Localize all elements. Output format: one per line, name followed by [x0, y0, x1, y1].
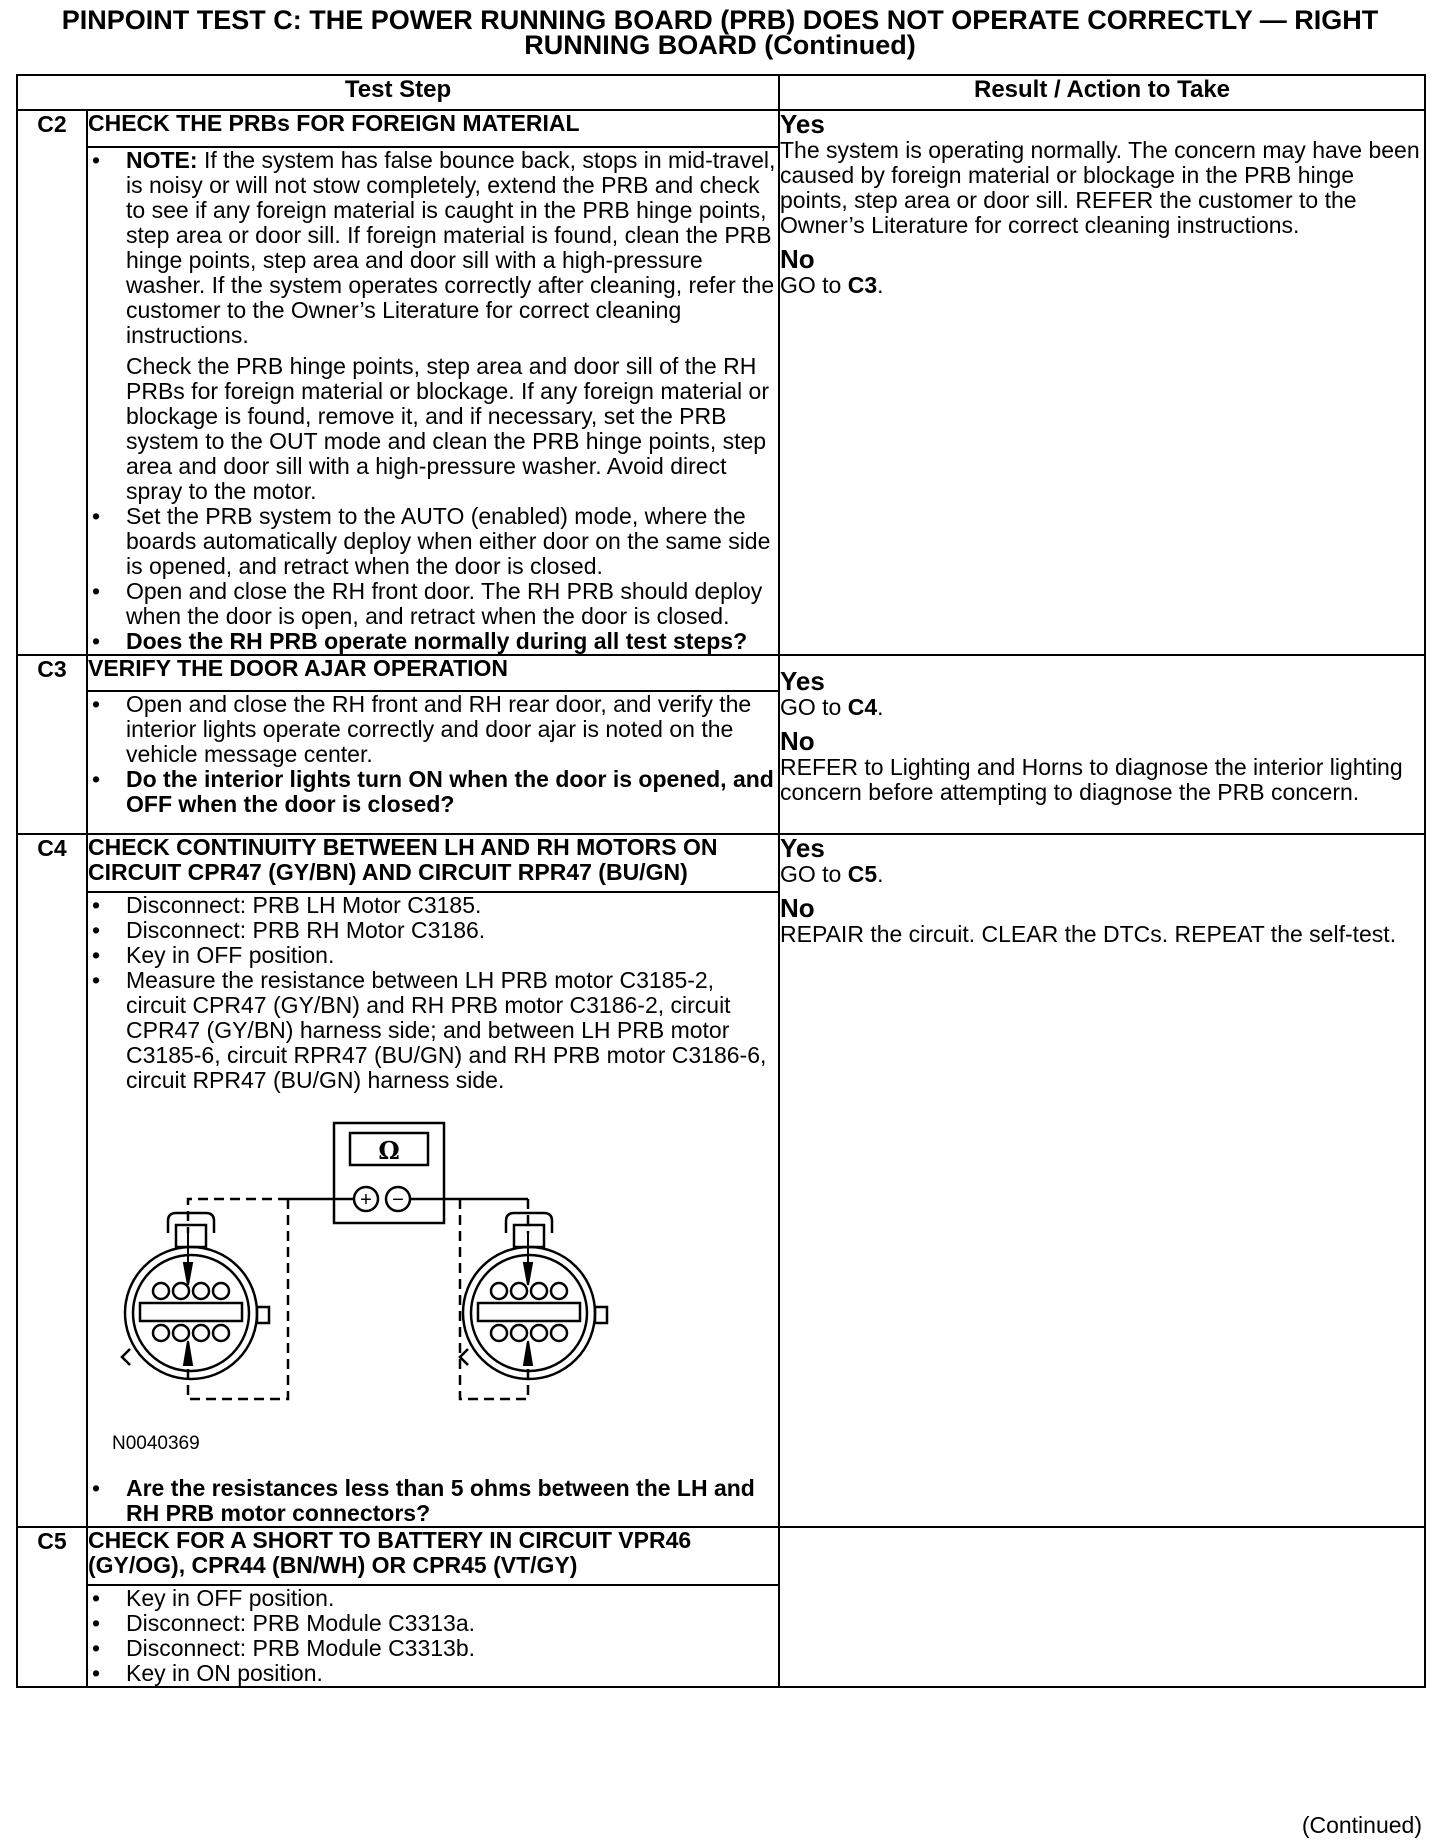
header-test-step: Test Step: [17, 75, 779, 110]
connector-diagram: [108, 1113, 728, 1463]
list-item: • Does the RH PRB operate normally during all test steps?: [92, 628, 748, 654]
c5-result: [779, 1527, 1425, 1687]
c3-no-text: REFER to Lighting and Horns to diagnose the interior lighting concern before attempting to diagnose the PRB concern.: [780, 754, 1403, 805]
list-item: • Open and close the RH front door. The RH PRB should deploy when the door is open, and retract when the door is closed.: [92, 578, 763, 629]
page-title-line2: RUNNING BOARD (Continued): [524, 30, 916, 60]
c3-id-spacer: [17, 691, 87, 834]
c3-result: [779, 655, 1425, 834]
c4-no-label: No: [780, 893, 815, 923]
c2-question: Does the RH PRB operate normally during all test steps?: [126, 628, 748, 654]
c2-step-id: C2: [17, 110, 87, 147]
c4-no-text: REPAIR the circuit. CLEAR the DTCs. REPEAT the self-test.: [780, 921, 1397, 947]
c4-question: Are the resistances less than 5 ohms between the LH and RH PRB motor connectors?: [126, 1475, 755, 1526]
c4-heading: CHECK CONTINUITY BETWEEN LH AND RH MOTORS ON CIRCUIT CPR47 (GY/BN) AND CIRCUIT RPR47 (BU/GN): [87, 834, 779, 892]
list-item: • Key in ON position.: [92, 1660, 323, 1686]
c2-body: [87, 147, 779, 655]
figure-code: N0040369: [112, 1433, 200, 1454]
ohm-symbol: Ω: [378, 1136, 400, 1165]
c2-id-spacer: [17, 147, 87, 655]
c2-paragraph: Check the PRB hinge points, step area and door sill of the RH PRBs for foreign material or blockage. If any foreign material or blockage is found, remove it, and if necessary, set the PRB system to the OUT mode and clean the PRB hinge points, step area and door sill with a high-pressure washer. Avoid direct spray to the motor.: [126, 353, 770, 504]
c2-no-prefix: GO to: [780, 272, 848, 298]
c2-note-text: If the system has false bounce back, stops in mid-travel, is noisy or will not stow completely, extend the PRB and check to see if any foreign material is caught in the PRB hinge points, step area or door sill. If foreign material is found, clean the PRB hinge points, step area and door sill with a high-pressure washer. If the system operates correctly after cleaning, refer the customer to the Owner’s Literature for correct cleaning instructions.: [126, 147, 776, 348]
c3-body: [87, 691, 779, 834]
c3-yes-text: [780, 695, 1424, 720]
list-item: • Set the PRB system to the AUTO (enabled) mode, where the boards automatically deploy when either door on the same side is opened, and retract when the door is closed.: [92, 503, 771, 579]
lh-motor-connector: [122, 1213, 269, 1379]
c3-no-label: No: [780, 726, 815, 756]
table-header-row: [17, 75, 1425, 110]
continued-label: (Continued): [1301, 1812, 1422, 1838]
c4-yes-ref: C5: [847, 861, 878, 887]
c5-step3: Disconnect: PRB Module C3313b.: [126, 1635, 476, 1661]
c2-note-item: • NOTE: If the system has false bounce back, stops in mid-travel, is noisy or will not stow completely, extend the PRB and check to see if any foreign material is caught in the PRB hinge points, step area or door sill. If foreign material is found, clean the PRB hinge points, step area and door sill with a high-pressure washer. If the system operates correctly after cleaning, refer the customer to the Owner’s Literature for correct cleaning instructions.: [92, 147, 776, 348]
c5-step4: Key in ON position.: [126, 1660, 323, 1686]
c3-yes-ref: C4: [847, 694, 878, 720]
list-item: • Disconnect: PRB LH Motor C3185.: [92, 892, 482, 918]
c5-step1: Key in OFF position.: [126, 1585, 335, 1611]
list-item: • Disconnect: PRB Module C3313b.: [92, 1635, 476, 1661]
c5-id-spacer: [17, 1585, 87, 1687]
list-item: • Key in OFF position.: [92, 1585, 335, 1611]
list-item: • Key in OFF position.: [92, 942, 335, 968]
pinpoint-test-table: [16, 74, 1426, 1688]
c3-heading-row: [17, 655, 1425, 691]
rh-motor-connector: [460, 1213, 607, 1379]
c4-id-spacer: [17, 892, 87, 1527]
minus-sign: −: [392, 1189, 404, 1211]
c5-heading: CHECK FOR A SHORT TO BATTERY IN CIRCUIT VPR46 (GY/OG), CPR44 (BN/WH) OR CPR45 (VT/GY): [87, 1527, 779, 1585]
c2-yes-label: Yes: [780, 109, 825, 139]
c4-step4: Measure the resistance between LH PRB motor C3185-2, circuit CPR47 (GY/BN) and RH PRB motor C3186-2, circuit CPR47 (GY/BN) harness side; and between LH PRB motor C3185-6, circuit RPR47 (BU/GN) and RH PRB motor C3186-6, circuit RPR47 (BU/GN) harness side.: [126, 967, 767, 1093]
c4-step1: Disconnect: PRB LH Motor C3185.: [126, 892, 482, 918]
c2-result: [779, 110, 1425, 655]
c5-step-id: C5: [17, 1527, 87, 1585]
list-item: • Measure the resistance between LH PRB motor C3185-2, circuit CPR47 (GY/BN) and RH PRB motor C3186-2, circuit CPR47 (GY/BN) harness side; and between LH PRB motor C3185-6, circuit RPR47 (BU/GN) and RH PRB motor C3186-6, circuit RPR47 (BU/GN) harness side.: [92, 967, 767, 1093]
plus-sign: +: [360, 1189, 372, 1211]
page-title: [0, 5, 1440, 60]
list-item: • Are the resistances less than 5 ohms between the LH and RH PRB motor connectors?: [92, 1475, 755, 1526]
c4-step2: Disconnect: PRB RH Motor C3186.: [126, 917, 486, 943]
c2-yes-text: The system is operating normally. The concern may have been caused by foreign material or blockage in the PRB hinge points, step area or door sill. REFER the customer to the Owner’s Literature for correct cleaning instructions.: [780, 137, 1420, 238]
header-result: Result / Action to Take: [779, 75, 1425, 110]
list-item: • Disconnect: PRB Module C3313a.: [92, 1610, 476, 1636]
c3-step-id: C3: [17, 655, 87, 691]
c4-heading-row: [17, 834, 1425, 892]
c2-step2: Set the PRB system to the AUTO (enabled) mode, where the boards automatically deploy when either door on the same side is opened, and retract when the door is closed.: [126, 503, 771, 579]
c4-yes-prefix: GO to: [780, 861, 848, 887]
list-item: • Open and close the RH front and RH rear door, and verify the interior lights operate correctly and door ajar is noted on the vehicle message center.: [92, 691, 752, 767]
c4-step-id: C4: [17, 834, 87, 892]
c2-heading: CHECK THE PRBs FOR FOREIGN MATERIAL: [87, 110, 779, 147]
c4-figure: [108, 1113, 778, 1468]
c4-yes-text: [780, 862, 1424, 887]
c3-heading: VERIFY THE DOOR AJAR OPERATION: [87, 655, 779, 691]
c4-yes-suffix: .: [877, 861, 884, 887]
c4-result: [779, 834, 1425, 1527]
c2-step3: Open and close the RH front door. The RH PRB should deploy when the door is open, and retract when the door is closed.: [126, 578, 763, 629]
c2-heading-row: [17, 110, 1425, 147]
c3-yes-suffix: .: [877, 694, 884, 720]
c3-yes-label: Yes: [780, 666, 825, 696]
c3-step1: Open and close the RH front and RH rear door, and verify the interior lights operate correctly and door ajar is noted on the vehicle message center.: [126, 691, 752, 767]
c5-body: [87, 1585, 779, 1687]
c5-heading-row: [17, 1527, 1425, 1585]
list-item: • Do the interior lights turn ON when the door is opened, and OFF when the door is closed?: [92, 766, 774, 817]
c2-no-ref: C3: [847, 272, 878, 298]
c4-step3: Key in OFF position.: [126, 942, 335, 968]
c3-question: Do the interior lights turn ON when the door is opened, and OFF when the door is closed?: [126, 766, 774, 817]
page-title-line1: PINPOINT TEST C: THE POWER RUNNING BOARD (PRB) DOES NOT OPERATE CORRECTLY — RIGHT: [61, 5, 1379, 35]
c5-step2: Disconnect: PRB Module C3313a.: [126, 1610, 476, 1636]
c3-yes-prefix: GO to: [780, 694, 848, 720]
c2-note-label: NOTE:: [126, 147, 198, 173]
list-item: • Disconnect: PRB RH Motor C3186.: [92, 917, 486, 943]
c2-no-text: [780, 273, 1424, 298]
c4-body: [87, 892, 779, 1527]
c2-no-suffix: .: [877, 272, 884, 298]
c4-yes-label: Yes: [780, 833, 825, 863]
c2-no-label: No: [780, 244, 815, 274]
